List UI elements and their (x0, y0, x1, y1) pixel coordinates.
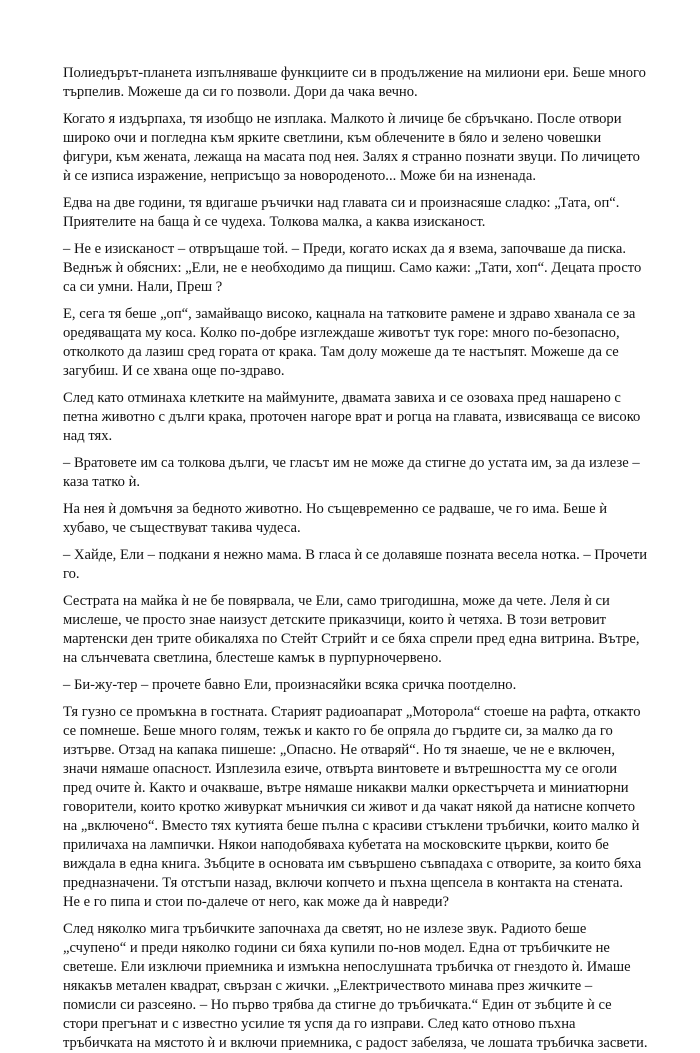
text-line: някакъв метален квадрат, свързан с жички. „Електричеството минава през жичките – (63, 978, 593, 994)
paragraph (63, 389, 644, 446)
text-line: Полиедърът-планета изпълняваше функциите си в продължение на милиони ери. Беше много (63, 65, 646, 81)
text-line: След като отминаха клетките на маймуните, двамата завиха и се озоваха пред нашарено с (63, 390, 621, 406)
text-line: приличаха на лампички. Някои наподобяваха кубетата на московските църкви, които бе (63, 837, 609, 853)
text-line: След няколко мига тръбичките започнаха да светят, но не излезе звук. Радиото беше (63, 921, 587, 937)
text-line: виждала в една книга. Зъбците в основата им съвършено съвпадаха с отворите, за които бяха (63, 856, 642, 872)
text-line: помисли си разсеяно. – Но първо трябва да стигне до тръбичката.“ Един от зъбците ѝ се (63, 997, 612, 1013)
text-line: са си умни. Нали, Преш ? (63, 279, 223, 295)
paragraph (63, 64, 644, 102)
text-line: Тя гузно се промъкна в гостната. Старият радиоапарат „Моторола“ стоеше на рафта, откакто (63, 704, 641, 720)
text-line: отколкото да лазиш сред гората от крака. Там долу можеше да те настъпят. Можеше да се (63, 344, 619, 360)
paragraph (63, 546, 648, 584)
text-line: го. (63, 566, 80, 582)
text-line: тръбичката на мястото ѝ и включи приемника, с радост забеляза, че лошата тръбичка засвети. (63, 1035, 648, 1051)
text-line: – Би-жу-тер – прочете бавно Ели, произнасяйки всяка сричка поотделно. (63, 677, 517, 693)
paragraph (63, 110, 644, 186)
text-line: На нея ѝ домъчня за бедното животно. Но същевременно се радваше, че го има. Беше ѝ (63, 501, 608, 517)
text-line: ѝ се изписа изражение, неприсъщо за новороденото... Може би на изненада. (63, 168, 536, 184)
text-line: стори прегънат и с известно усилие тя успя да го изправи. След като отново пъхна (63, 1016, 576, 1032)
text-line: светеше. Ели изключи приемника и измъкна непослушната тръбичка от гнездото ѝ. Имаше (63, 959, 631, 975)
text-line: Едва на две години, тя вдигаше ръчички над главата си и произнасяше сладко: „Тата, оп“. (63, 195, 620, 211)
text-line: „счупено“ и преди няколко години си бяха купили по-нов модел. Една от тръбичките не (63, 940, 610, 956)
text-line: изтърве. Отзад на капака пишеше: „Опасно. Не отваряй“. Но тя знаеше, че не е включен, (63, 742, 615, 758)
paragraph (63, 920, 648, 1053)
text-line: Когато я издърпаха, тя изобщо не изплака. Малкото ѝ личице бе сбръчкано. После отвори (63, 111, 622, 127)
text-line: фигури, към жената, лежаща на масата под нея. Залях я странно познати звуци. По личицето (63, 149, 640, 165)
paragraph (63, 676, 644, 695)
paragraph (63, 454, 644, 492)
text-line: Не е го пипа и стои по-далече от него, как може да ѝ навреди? (63, 894, 450, 910)
paragraph (63, 305, 644, 381)
text-line: – Хайде, Ели – подкани я нежно мама. В гласа ѝ се долавяше позната весела нотка. – Прочети (63, 547, 648, 563)
text-line: значи нямаше опасност. Изплезила езиче, отвърта винтовете и вътрешността му се оголи (63, 761, 618, 777)
text-line: Е, сега тя беше „оп“, замайващо високо, кацнала на татковите рамене и здраво хванала се за (63, 306, 636, 322)
text-line: – Не е изисканост – отвръщаше той. – Преди, когато исках да я взема, започваше да писка. (63, 241, 627, 257)
text-line: каза татко ѝ. (63, 474, 141, 490)
text-line: говорители, които кротко живуркат мъничкия си живот и да чакат някой да натисне копчето (63, 799, 635, 815)
text-line: загубиш. И се хвана още по-здраво. (63, 363, 285, 379)
paragraph (63, 240, 644, 297)
text-line: мислеше, че просто знае наизуст детските приказчици, които ѝ четяха. В този ветровит (63, 612, 607, 628)
paragraph (63, 703, 644, 912)
text-line: търпелив. Можеше да си го позволи. Дори да чака вечно. (63, 84, 418, 100)
text-line: предназначени. Тя отстъпи назад, включи копчето и пъхна щепсела в контакта на стената. (63, 875, 623, 891)
text-line: хубаво, че съществуват такива чудеса. (63, 520, 301, 536)
text-line: мартенски ден трите обикаляха по Стейт Стрийт и се бяха спрели пред една витрина. Вътре, (63, 631, 640, 647)
text-line: на слънчевата светлина, блестеше камък в пурпурночервено. (63, 650, 442, 666)
text-line: на „включено“. Вместо тях кутията беше пълна с красиви стъклени тръбички, които малко ѝ (63, 818, 640, 834)
paragraph (63, 194, 644, 232)
text-line: Приятелите на баща ѝ се чудеха. Толкова малка, а каква изисканост. (63, 214, 486, 230)
text-line: – Вратовете им са толкова дълги, че гласът им не може да стигне до устата им, за да излезе – (63, 455, 640, 471)
paragraph (63, 592, 644, 668)
text-line: широко очи и погледна към ярките светлини, към облечените в бяло и зелено човешки (63, 130, 602, 146)
text-line: Веднъж ѝ обясних: „Ели, не е необходимо да пищиш. Само кажи: „Тати, хоп“. Децата просто (63, 260, 642, 276)
text-line: над тях. (63, 428, 113, 444)
text-line: пред очите ѝ. Както и очакваше, вътре нямаше никакви малки оркестърчета и миниатюрни (63, 780, 629, 796)
text-line: оредяващата му коса. Колко по-добре изглеждаше животът тук горе: много по-безопасно, (63, 325, 620, 341)
text-line: петна животно с дълги крака, проточен нагоре врат и рогца на главата, извисяваща се високо (63, 409, 641, 425)
paragraph (63, 500, 644, 538)
text-line: се помнеше. Беше много голям, тежък и както го бе опряла до гърдите си, за малко да го (63, 723, 613, 739)
text-line: Сестрата на майка ѝ не бе повярвала, че Ели, само тригодишна, може да чете. Леля ѝ си (63, 593, 610, 609)
